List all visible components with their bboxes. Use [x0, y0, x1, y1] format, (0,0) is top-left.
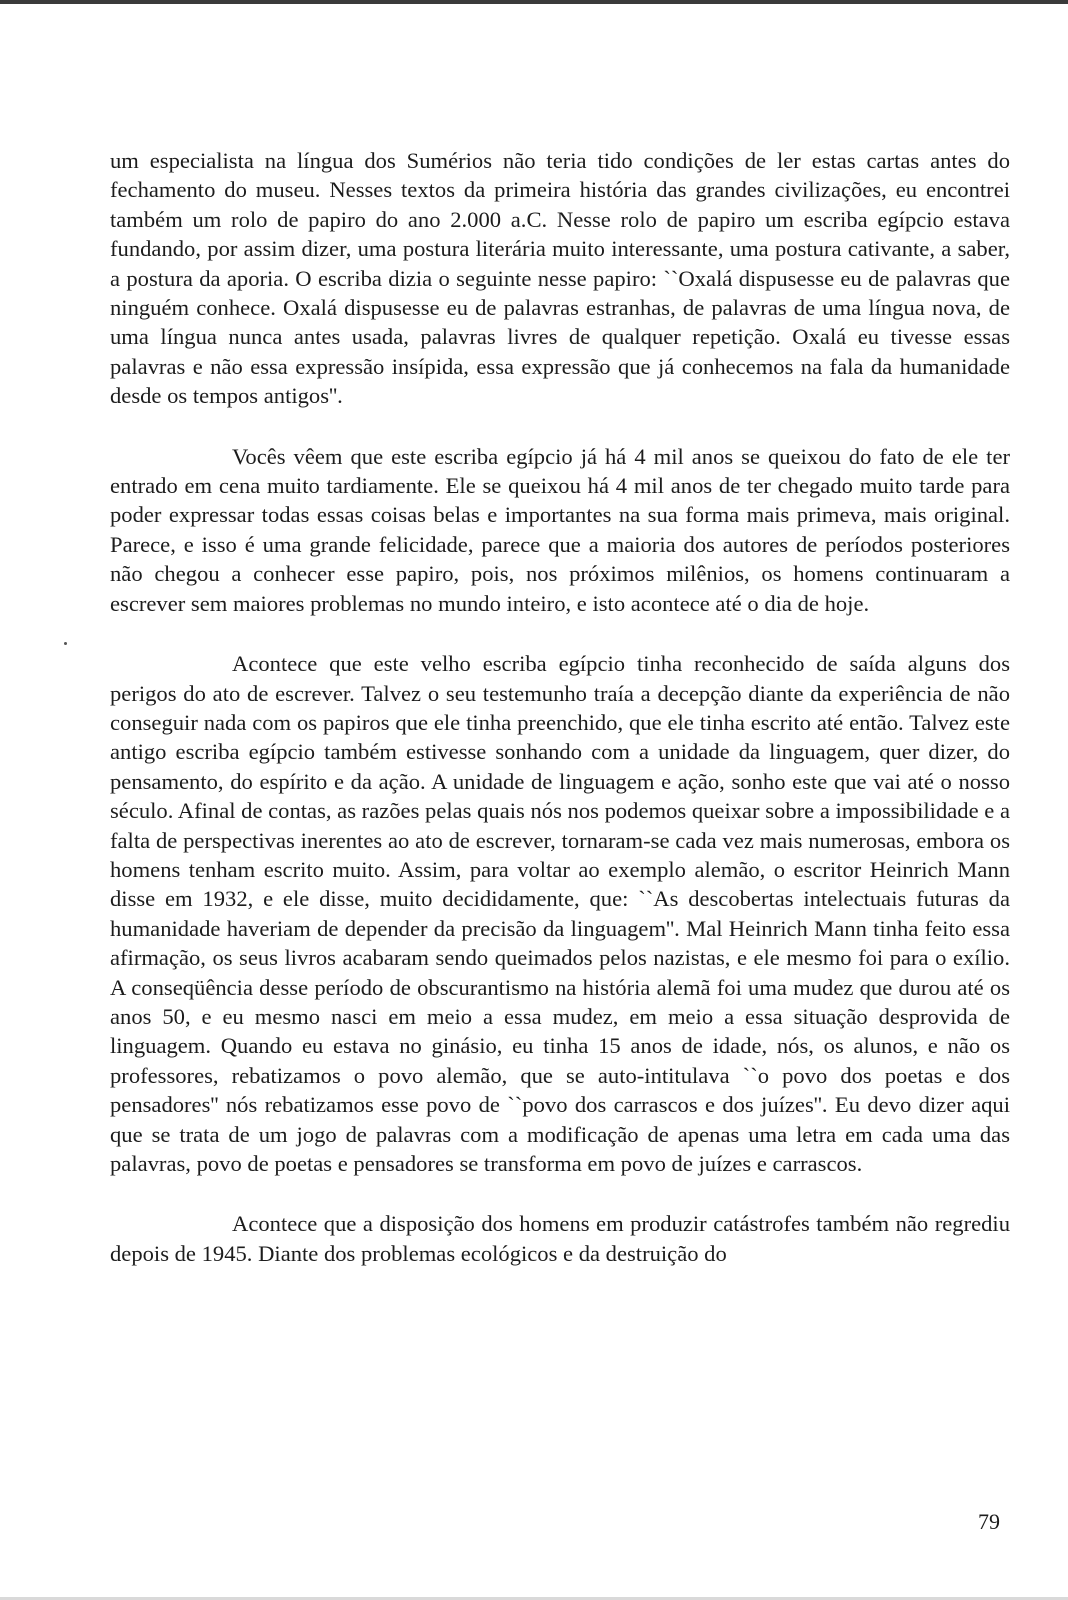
margin-speck [64, 642, 67, 645]
paragraph-4: Acontece que a disposição dos homens em produzir catástrofes também não regrediu depois de 1945. Diante dos problemas ecológicos e da destruição do [110, 1211, 1010, 1266]
page-number: 79 [978, 1509, 1000, 1534]
top-edge-rule [0, 0, 1068, 4]
paragraph-1: um especialista na língua dos Sumérios não teria tido condições de ler estas cartas antes do fechamento do museu. Nesses textos da primeira história das grandes civilizações, eu encontrei também um rolo de papiro do ano 2.000 a.C. Nesse rolo de papiro um escriba egípcio estava fundando, por assim dizer, uma postura literária muito interessante, uma postura cativante, a saber, a postura da aporia. O escriba dizia o seguinte nesse papiro: ``Oxalá dispusesse eu de palavras que ninguém conhece. Oxalá dispusesse eu de palavras estranhas, de palavras de uma língua nova, de uma língua nunca antes usada, palavras livres de qualquer repetição. Oxalá eu tivesse essas palavras e não essa expressão insípida, essa expressão que já conhecemos na fala da humanidade desde os tempos antigos''. [110, 148, 1010, 409]
page-body [110, 146, 1010, 1268]
paragraph-3: Acontece que este velho escriba egípcio tinha reconhecido de saída alguns dos perigos do ato de escrever. Talvez o seu testemunho traía a decepção diante da experiência de não conseguir nada com os papiros que ele tinha preenchido, que ele tinha escrito até então. Talvez este antigo escriba egípcio também estivesse sonhando com a unidade da linguagem, quer dizer, do pensamento, do espírito e da ação. A unidade de linguagem e ação, sonho este que vai até o nosso século. Afinal de contas, as razões pelas quais nós nos podemos queixar sobre a impossibilidade e a falta de perspectivas inerentes ao ato de escrever, tornaram-se cada vez mais numerosas, embora os homens tenham escrito muito. Assim, para voltar ao exemplo alemão, o escritor Heinrich Mann disse em 1932, e ele disse, muito decididamente, que: ``As descobertas intelectuais futuras da humanidade haveriam de depender da precisão da linguagem''. Mal Heinrich Mann tinha feito essa afirmação, os seus livros acabaram sendo queimados pelos nazistas, e ele mesmo foi para o exílio. A conseqüência desse período de obscurantismo na história alemã foi uma mudez que durou até os anos 50, e eu mesmo nasci em meio a essa mudez, em meio a essa situação desprovida de linguagem. Quando eu estava no ginásio, eu tinha 15 anos de idade, nós, os alunos, e não os professores, rebatizamos o povo alemão, que se auto-intitulava ``o povo dos poetas e dos pensadores'' nós rebatizamos esse povo de ``povo dos carrascos e dos juízes''. Eu devo dizer aqui que se trata de um jogo de palavras com a modificação de apenas uma letra em cada uma das palavras, povo de poetas e pensadores se transforma em povo de juízes e carrascos. [110, 651, 1010, 1176]
paragraph-2: Vocês vêem que este escriba egípcio já há 4 mil anos se queixou do fato de ele ter entrado em cena muito tardiamente. Ele se queixou há 4 mil anos de ter chegado muito tarde para poder expressar todas essas coisas belas e importantes na sua forma mais primeva, mais original. Parece, e isso é uma grande felicidade, parece que a maioria dos autores de períodos posteriores não chegou a conhecer esse papiro, pois, nos próximos milênios, os homens continuaram a escrever sem maiores problemas no mundo inteiro, e isto acontece até o dia de hoje. [110, 443, 1010, 616]
